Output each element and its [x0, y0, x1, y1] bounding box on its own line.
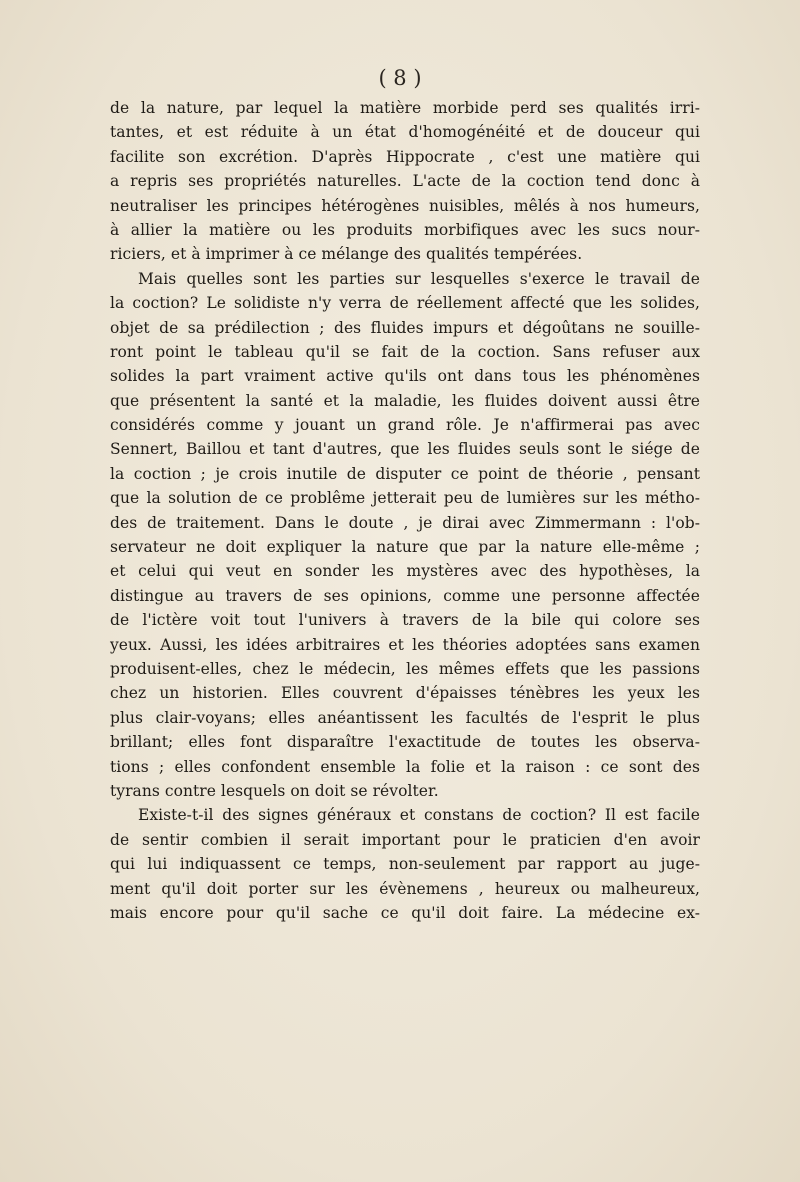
text-line: solides la part vraiment active qu'ils ont dans tous les phénomènes	[110, 367, 700, 386]
text-line: de l'ictère voit tout l'univers à travers de la bile qui colore ses	[110, 611, 700, 630]
text-line: tyrans contre lesquels on doit se révolter.	[110, 781, 439, 800]
text-line: brillant; elles font disparaître l'exactitude de toutes les observa-	[110, 733, 700, 752]
text-line: plus clair-voyans; elles anéantissent les facultés de l'esprit le plus	[110, 708, 700, 727]
text-line: mais encore pour qu'il sache ce qu'il doit faire. La médecine ex-	[110, 903, 700, 922]
page-number: ( 8 )	[378, 66, 422, 90]
text-line: objet de sa prédilection ; des fluides impurs et dégoûtans ne souille-	[110, 318, 700, 337]
body-text	[110, 96, 700, 925]
text-line: riciers, et à imprimer à ce mélange des qualités tempérées.	[110, 245, 583, 264]
text-line: de sentir combien il serait important pour le praticien d'en avoir	[110, 830, 700, 849]
text-line: tantes, et est réduite à un état d'homogénéité et de douceur qui	[110, 123, 700, 142]
text-line: que présentent la santé et la maladie, les fluides doivent aussi être	[110, 391, 700, 410]
text-line: yeux. Aussi, les idées arbitraires et les théories adoptées sans examen	[110, 635, 700, 654]
text-line: ment qu'il doit porter sur les évènemens , heureux ou malheureux,	[110, 879, 700, 898]
text-line: a repris ses propriétés naturelles. L'acte de la coction tend donc à	[110, 172, 700, 191]
text-line: des de traitement. Dans le doute , je dirai avec Zimmermann : l'ob-	[110, 513, 700, 532]
text-line: servateur ne doit expliquer la nature que par la nature elle-même ;	[110, 538, 700, 557]
text-line: la coction? Le solidiste n'y verra de réellement affecté que les solides,	[110, 294, 700, 313]
text-line: produisent-elles, chez le médecin, les mêmes effets que les passions	[110, 659, 700, 678]
text-line: et celui qui veut en sonder les mystères avec des hypothèses, la	[110, 562, 700, 581]
text-line: neutraliser les principes hétérogènes nuisibles, mêlés à nos humeurs,	[110, 196, 700, 215]
text-line: distingue au travers de ses opinions, comme une personne affectée	[110, 586, 700, 605]
text-line: que la solution de ce problême jetterait peu de lumières sur les métho-	[110, 489, 700, 508]
text-line: facilite son excrétion. D'après Hippocrate , c'est une matière qui	[110, 147, 700, 166]
text-line: qui lui indiquassent ce temps, non-seulement par rapport au juge-	[110, 855, 700, 874]
text-line: Mais quelles sont les parties sur lesquelles s'exerce le travail de	[138, 269, 700, 288]
text-line: de la nature, par lequel la matière morbide perd ses qualités irri-	[110, 99, 700, 117]
text-line: chez un historien. Elles couvrent d'épaisses ténèbres les yeux les	[110, 684, 700, 703]
text-line: à allier la matière ou les produits morbifiques avec les sucs nour-	[110, 220, 700, 239]
text-line: Sennert, Baillou et tant d'autres, que les fluides seuls sont le siége de	[110, 440, 700, 459]
text-line: ront point le tableau qu'il se fait de la coction. Sans refuser aux	[110, 342, 700, 361]
text-line: la coction ; je crois inutile de disputer ce point de théorie , pensant	[110, 464, 700, 483]
text-line: tions ; elles confondent ensemble la folie et la raison : ce sont des	[110, 757, 700, 776]
text-line: considérés comme y jouant un grand rôle. Je n'affirmerai pas avec	[110, 416, 700, 435]
text-line: Existe-t-il des signes généraux et constans de coction? Il est facile	[138, 806, 700, 825]
